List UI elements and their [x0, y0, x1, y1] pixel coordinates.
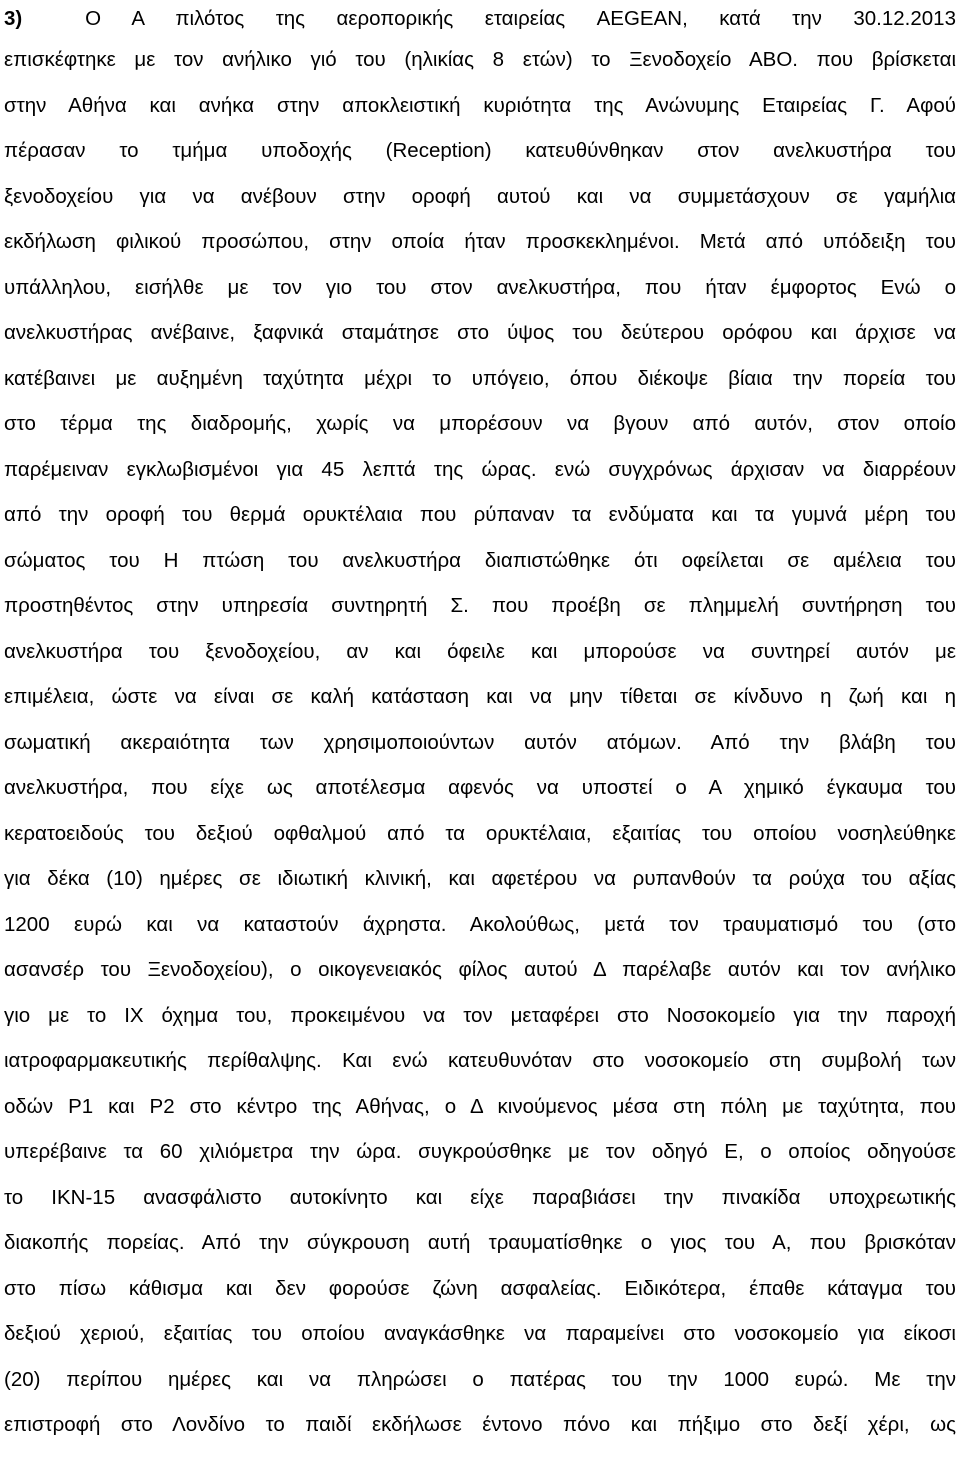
- text-line-11: παρέμειναν εγκλωβισμένοι για 45 λεπτά της ώρας. ενώ συγχρόνως άρχισαν να διαρρέουν: [4, 457, 956, 481]
- text-line-23: γιο με το ΙΧ όχημα του, προκειμένου να τον μεταφέρει στο Νοσοκομείο για την παροχή: [4, 1003, 956, 1027]
- text-line-15: ανελκυστήρα του ξενοδοχείου, αν και όφειλε και μπορούσε να συντηρεί αυτόν με: [4, 639, 956, 663]
- text-line-2: επισκέφτηκε με τον ανήλικο γιό του (ηλικίας 8 ετών) το Ξενοδοχείο ΑΒΟ. που βρίσκεται: [4, 48, 956, 71]
- text-line-30: δεξιού χεριού, εξαιτίας του οποίου αναγκάσθηκε να παραμείνει στο νοσοκομείο για είκοσι: [4, 1322, 956, 1345]
- text-line-5: ξενοδοχείου για να ανέβουν στην οροφή αυτού και να συμμετάσχουν σε γαμήλια: [4, 184, 956, 208]
- text-line-12: από την οροφή του θερμά ορυκτέλαια που ρύπαναν τα ενδύματα και τα γυμνά μέρη του: [4, 503, 956, 526]
- text-line-13: σώματος του Η πτώση του ανελκυστήρα διαπιστώθηκε ότι οφείλεται σε αμέλεια του: [4, 548, 956, 572]
- text-line-4: πέρασαν το τμήμα υποδοχής (Reception) κατευθύνθηκαν στον ανελκυστήρα του: [4, 139, 956, 162]
- problem-number: 3): [4, 7, 23, 30]
- text-line-21: 1200 ευρώ και να καταστούν άχρηστα. Ακολούθως, μετά τον τραυματισμό του (στο: [4, 912, 956, 936]
- text-line-28: διακοπής πορείας. Από την σύγκρουση αυτή τραυματίσθηκε ο γιος του Α, που βρισκόταν: [4, 1231, 956, 1254]
- text-line-26: υπερέβαινε τα 60 χιλιόμετρα την ώρα. συγκρούσθηκε με τον οδηγό Ε, ο οποίος οδηγούσε: [4, 1140, 956, 1163]
- text-line-29: στο πίσω κάθισμα και δεν φορούσε ζώνη ασφαλείας. Ειδικότερα, έπαθε κάταγμα του: [4, 1276, 956, 1300]
- text-line-31: (20) περίπου ημέρες και να πληρώσει ο πατέρας του την 1000 ευρώ. Με την: [4, 1367, 956, 1391]
- text-line-32: επιστροφή στο Λονδίνο το παιδί εκδήλωσε έντονο πόνο και πήξιμο στο δεξί χέρι, ως: [4, 1413, 956, 1436]
- text-line-27: το ΙΚΝ-15 ανασφάλιστο αυτοκίνητο και είχε παραβιάσει την πινακίδα υποχρεωτικής: [4, 1185, 956, 1209]
- text-line-24: ιατροφαρμακευτικής περίθαλψης. Και ενώ κατευθυνόταν στο νοσοκομείο στη συμβολή των: [4, 1049, 956, 1072]
- text-line-22: ασανσέρ του Ξενοδοχείου), ο οικογενειακός φίλος αυτού Δ παρέλαβε αυτόν και τον ανήλικο: [4, 958, 956, 981]
- text-line-3: στην Αθήνα και ανήκα στην αποκλειστική κυριότητα της Ανώνυμης Εταιρείας Γ. Αφού: [4, 93, 956, 117]
- text-line-9: κατέβαινει με αυξημένη ταχύτητα μέχρι το υπόγειο, όπου διέκοψε βίαια την πορεία του: [4, 366, 956, 390]
- text-line-18: ανελκυστήρα, που είχε ως αποτέλεσμα αφενός να υποστεί ο Α χημικό έγκαυμα του: [4, 776, 956, 799]
- text-line-8: ανελκυστήρας ανέβαινε, ξαφνικά σταμάτησε στο ύψος του δεύτερου ορόφου και άρχισε να: [4, 321, 956, 344]
- text-line-20: για δέκα (10) ημέρες σε ιδιωτική κλινική, και αφετέρου να ρυπανθούν τα ρούχα του αξίας: [4, 867, 956, 890]
- line-text: Ο Α πιλότος της αεροπορικής εταιρείας AEGEAN, κατά την 30.12.2013: [85, 7, 956, 30]
- text-line-10: στο τέρμα της διαδρομής, χωρίς να μπορέσουν να βγουν από αυτόν, στον οποίο: [4, 412, 956, 435]
- text-line-1: [4, 0, 956, 40]
- text-line-7: υπάλληλου, εισήλθε με τον γιο του στον ανελκυστήρα, που ήταν έμφορτος Ενώ ο: [4, 275, 956, 299]
- text-line-19: κερατοειδούς του δεξιού οφθαλμού από τα ορυκτέλαια, εξαιτίας του οποίου νοσηλεύθηκε: [4, 821, 956, 845]
- text-line-17: σωματική ακεραιότητα των χρησιμοποιούντων αυτόν ατόμων. Από την βλάβη του: [4, 730, 956, 754]
- text-line-16: επιμέλεια, ώστε να είναι σε καλή κατάσταση και να μην τίθεται σε κίνδυνο η ζωή και η: [4, 685, 956, 708]
- text-line-25: οδών Ρ1 και Ρ2 στο κέντρο της Αθήνας, ο Δ κινούμενος μέσα στη πόλη με ταχύτητα, που: [4, 1094, 956, 1118]
- text-line-6: εκδήλωση φιλικού προσώπου, στην οποία ήταν προσκεκλημένοι. Μετά από υπόδειξη του: [4, 230, 956, 253]
- text-line-14: προστηθέντος στην υπηρεσία συντηρητή Σ. που προέβη σε πλημμελή συντήρηση του: [4, 594, 956, 617]
